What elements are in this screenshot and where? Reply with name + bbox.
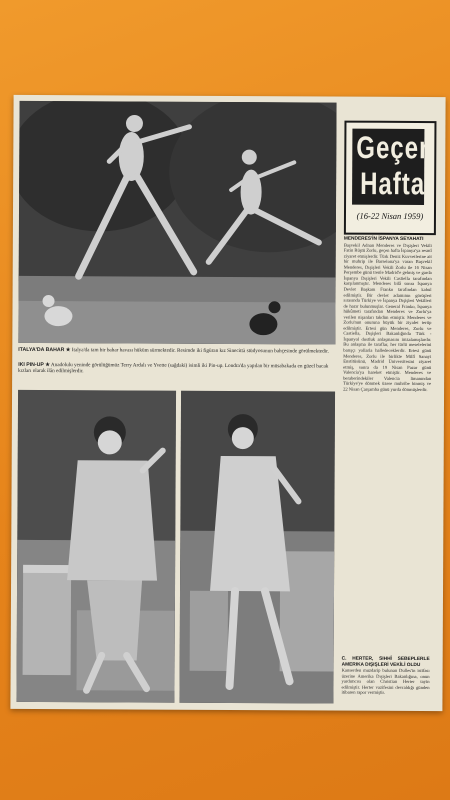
photo-pinup-left bbox=[16, 390, 176, 703]
photo-pinup-right bbox=[179, 391, 335, 704]
caption-italy-title: ITALYA'DA BAHAR ★ bbox=[18, 346, 71, 354]
masthead-date: (16-22 Nisan 1959) bbox=[356, 210, 424, 222]
gecen-hafta-masthead bbox=[344, 121, 437, 235]
caption-italy bbox=[18, 347, 335, 355]
article-menderes bbox=[343, 237, 432, 393]
article-menderes-body: Başvekil Adnan Menderes ve Dışişleri Vekili Fatin Rüştü Zorlu, geçen hafta İspanya'ya resmî ziyaret etmişlerdir. Türk Deniz Kuvvetlerine ait bir muhrip ile Barselona'ya varan Başvekil Menderes, Dışişleri Vekili Zorlu ile 16 Nisan Perşembe günü trenle Madrid'e gelmiş ve garda İspanya Dışişleri Vekili Castiella tarafından karşılanmıştır. Menderes bilâ sonra İspanya Devlet Başkanı Franko tarafından kabul edilmiştir. Bir devlet adamının görüşleri sırasında Türkiye ve İspanya Dışişleri Vekilleri de hazır bulunmuşlar. General Franko, İspanya hükûmeti tarafından Menderes ve Zorlu'ya verilen nişanları takdim etmiştir. Menderes ve Zorlu'nun onuruna büyük bir ziyafet tertip edilmiştir. Ertesi gün Menderes, Zorlu ve Castiella, Dışişleri Bakanlığında Türk - İspanyol dostluk anlaşmasını imzalamışlardır. Bu anlaşma ile taraflar, her türlü meselelerini barışçı yollarla halledeceklerdir. Ertesi günü Menderes, Zorlu ile birlikte Millî Sanayi Enstitüsünü, Madrid Üniversitesini ziyaret etmiş, sonra da 19 Nisan Pazar günü Valencia'ya hareket etmiştir. Menderes ve beraberindekiler Valencia limanından Türkiye'ye dönmek üzere muhribe binmiş ve 22 Nisan Çarşamba günü yurda dönmüşlerdir. bbox=[343, 242, 432, 392]
caption-pinup-text: Anadolulu yeninde görülüğümüz Terry Ardalı ve Yvette (sağdaki) isimli iki Pin-up. Londra'da yapılan bir müsabakada en güzel bacak kızları olarak ilân edilmişlerdir. bbox=[18, 362, 329, 375]
article-herter-heading: C. HERTER, SIHHÎ SEBEPLERLE AMERIKA DIŞIŞLERİ VEKİLİ OLDU bbox=[341, 656, 430, 668]
news-sidebar bbox=[341, 121, 438, 705]
magazine-page bbox=[10, 95, 445, 711]
caption-pinup bbox=[18, 362, 335, 376]
masthead-title-box bbox=[352, 129, 435, 205]
article-menderes-heading: MENDERES'İN İSPANYA SEYAHATI bbox=[343, 236, 424, 243]
caption-pinup-title: IKI PIN-UP ★ bbox=[18, 361, 50, 369]
article-herter-body: Kanserden muzdarip bulunan Dulles'in istifası üzerine Amerika Dışişleri Bakanlığına, onun yardımcısı olan Christian Herter tayin edilmiştir. Herter vazifesini devraldığı günden itibaren rapor vermiştir. bbox=[341, 667, 430, 696]
article-herter bbox=[341, 657, 429, 696]
masthead-title-line1: Geçen bbox=[356, 130, 435, 167]
masthead-title-line2: Hafta bbox=[360, 166, 426, 203]
caption-italy-text: Italya'da tam bir bahar havası hüküm sürmektedir. Resimde iki figüran kız Sinecittà stüdyosunun bahçesinde görülmektedir. bbox=[71, 347, 329, 355]
photo-italy-spring bbox=[18, 101, 336, 345]
